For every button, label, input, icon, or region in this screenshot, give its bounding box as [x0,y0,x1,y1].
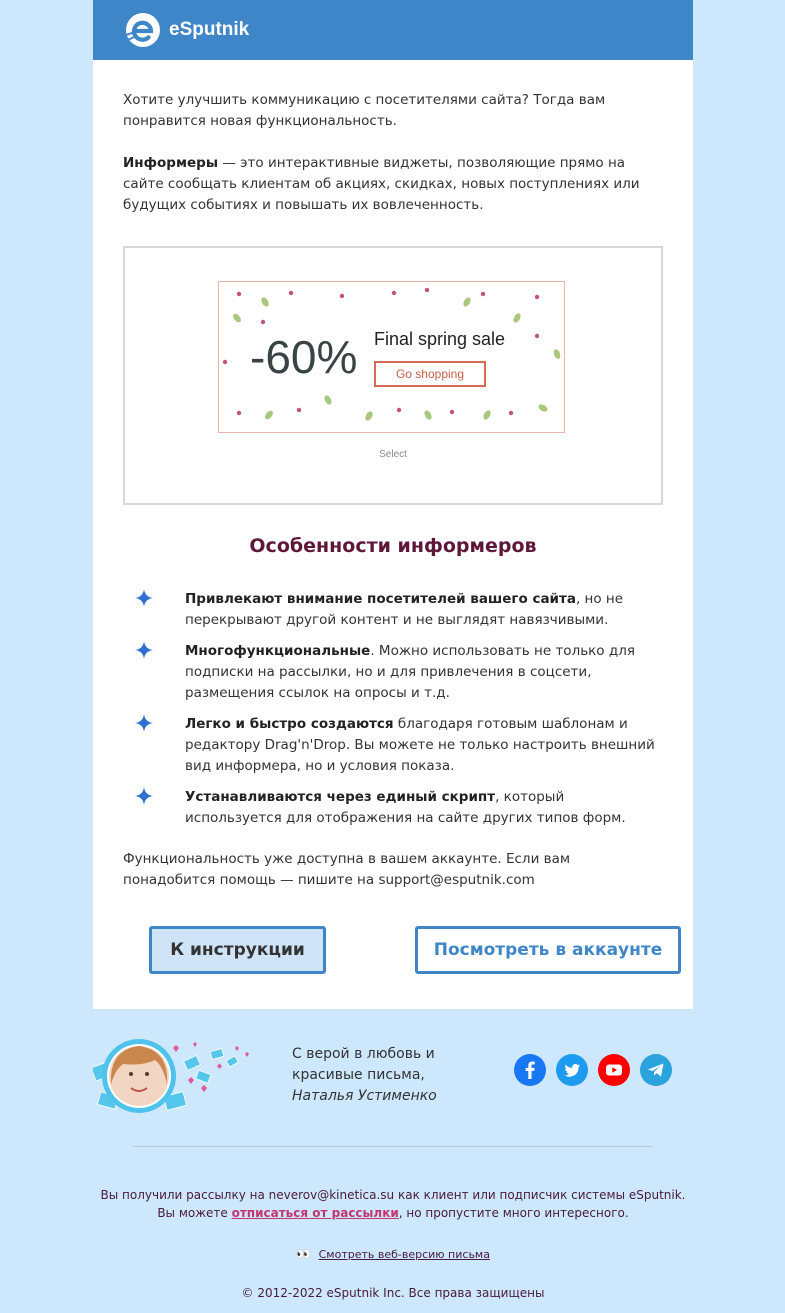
discount-text: -60% [250,331,358,383]
view-in-account-button[interactable]: Посмотреть в аккаунте [415,926,681,974]
sparkle-icon [134,786,154,806]
outro-paragraph: Функциональность уже доступна в вашем аккаунте. Если вам понадобится помощь — пишите на support@esputnik.com [123,851,571,888]
footer-divider [133,1146,653,1147]
informers-description: — это интерактивные виджеты, позволяющие прямо на сайте сообщать клиентам об акциях, скидках, новых поступлениях или будущих событиях и повышать их вовлеченность. [123,155,640,213]
unsubscribe-link[interactable]: отписаться от рассылки [231,1206,399,1220]
footer-notice: Вы получили рассылку на neverov@kinetica.su как клиент или подписчик системы eSputnik. [100,1188,686,1202]
feature-item [185,787,655,829]
telegram-link[interactable] [640,1054,672,1086]
sparkle-icon [134,713,154,733]
avatar-envelopes-decoration [93,1036,273,1121]
esputnik-logo-icon [123,11,163,49]
facebook-icon [514,1054,546,1086]
informers-term: Информеры [123,155,219,171]
intro-paragraph: Хотите улучшить коммуникацию с посетителями сайта? Тогда вам понравится новая функциональность. [123,92,606,129]
email-header [93,0,693,60]
web-version-link[interactable]: Смотреть веб-версию письма [318,1248,490,1261]
feature-text: , который используется для отображения на сайте других типов форм. [185,789,626,826]
informers-paragraph [123,153,663,216]
twitter-link[interactable] [556,1054,588,1086]
email-body [93,60,693,1009]
twitter-icon [556,1054,588,1086]
feature-text: благодаря готовым шаблонам и редактору Drag'n'Drop. Вы можете не только настроить внешний вид информера, но и условия показа. [185,716,655,774]
youtube-link[interactable] [598,1054,630,1086]
signature-name [292,1086,437,1107]
author-avatar [93,1036,273,1121]
go-shopping-button: Go shopping [374,361,486,387]
feature-item [185,589,655,631]
signature [292,1044,437,1107]
features-title: Особенности информеров [249,535,537,557]
signature-line-1: С верой в любовь и [292,1046,435,1062]
author-name: Наталья Устименко [292,1088,437,1104]
feature-item [185,641,655,704]
feature-text: . Можно использовать не только для подписки на рассылки, но и для привлечения в соцсети, размещения ссылок на опросы и т.д. [185,643,635,701]
unsubscribe-suffix: , но пропустите много интересного. [398,1206,629,1220]
youtube-icon [598,1054,630,1086]
eyes-icon: 👀 [296,1247,311,1261]
sparkle-icon [134,640,154,660]
sale-title: Final spring sale [374,329,506,349]
feature-item [185,714,655,777]
web-version-line [93,1245,693,1264]
unsubscribe-prefix: Вы можете [157,1206,232,1220]
telegram-icon [640,1054,672,1086]
esputnik-logo[interactable] [123,11,249,49]
feature-bold: Легко и быстро создаются [185,716,394,732]
sparkle-icon [134,588,154,608]
footer-unsubscribe-line [93,1204,693,1222]
copyright: © 2012-2022 eSputnik Inc. Все права защищены [241,1286,545,1300]
select-label: Select [379,449,407,460]
facebook-link[interactable] [514,1054,546,1086]
feature-bold: Устанавливаются через единый скрипт [185,789,496,805]
instructions-button[interactable]: К инструкции [149,926,326,974]
feature-bold: Привлекают внимание посетителей вашего сайта [185,591,576,607]
signature-line-2: красивые письма, [292,1067,425,1083]
informer-preview-image [123,246,663,505]
feature-bold: Многофункциональные [185,643,371,659]
feature-text: , но не перекрывают другой контент и не выглядят навязчивыми. [185,591,624,628]
logo-text: eSputnik [169,19,250,40]
sale-banner [218,281,565,433]
